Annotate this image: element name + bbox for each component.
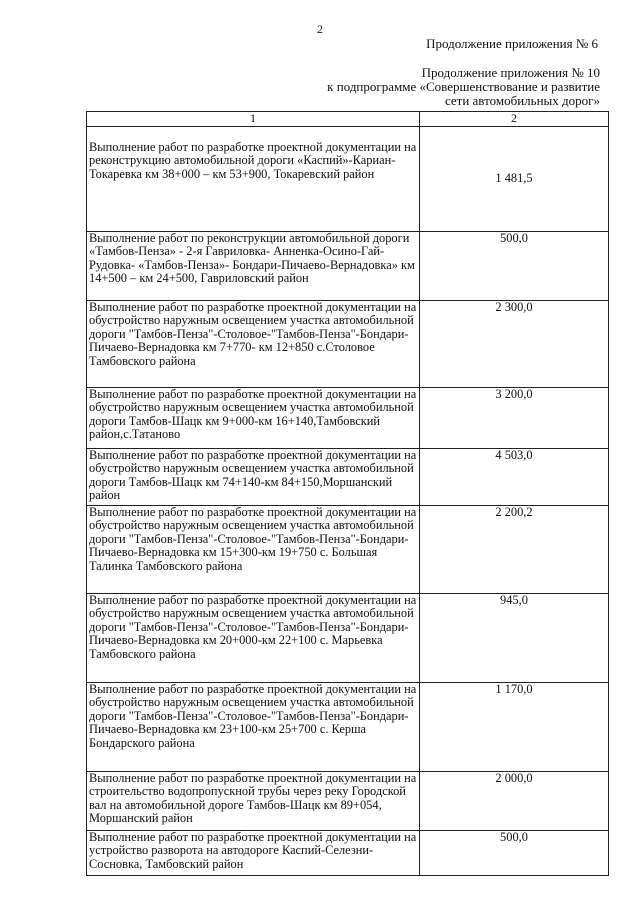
work-description: Выполнение работ по разработке проектной документации на обустройство наружным освещением участка автомобильной дороги "Тамбов-Пенза"-Столовое-"Тамбов-Пенза"-Бондари-Пичаево-Вернадовка км 7+770- км 12+850 с.Столовое Тамбовского района (87, 300, 420, 387)
work-description: Выполнение работ по разработке проектной документации на реконструкцию автомобильной дороги «Каспий»-Кариан-Токаревка км 38+000 – км 53+900, Токаревский район (87, 126, 420, 231)
appendix-header-line3: сети автомобильных дорог» (444, 93, 600, 108)
table-row (87, 300, 609, 387)
work-description: Выполнение работ по реконструкции автомобильной дороги «Тамбов-Пенза» - 2-я Гавриловка- Анненка-Осино-Гай- Рудовка- «Тамбов-Пенза»- Бондари-Пичаево-Вернадовка» км 14+500 – км 24+500, Гавриловский район (87, 231, 420, 300)
table-row (87, 231, 609, 300)
work-description: Выполнение работ по разработке проектной документации на обустройство наружным освещением участка автомобильной дороги "Тамбов-Пенза"-Столовое-"Тамбов-Пенза"-Бондари-Пичаево-Вернадовка км 20+000-км 22+100 с. Марьевка Тамбовского района (87, 593, 420, 682)
work-amount: 1 481,5 (420, 126, 609, 231)
work-description: Выполнение работ по разработке проектной документации на обустройство наружным освещением участка автомобильной дороги "Тамбов-Пенза"-Столовое-"Тамбов-Пенза"-Бондари-Пичаево-Вернадовка км 15+300-км 19+750 с. Большая Талинка Тамбовского района (87, 505, 420, 593)
work-description: Выполнение работ по разработке проектной документации на строительство водопропускной трубы через реку Городской вал на автомобильной дороге Тамбов-Шацк км 89+054, Моршанский район (87, 771, 420, 830)
table-row (87, 593, 609, 682)
table-row (87, 771, 609, 830)
appendix-header (327, 66, 600, 108)
work-amount: 4 503,0 (420, 448, 609, 505)
table-row (87, 448, 609, 505)
appendix-header-line2: к подпрограмме «Совершенствование и развитие (327, 79, 600, 94)
table-row (87, 682, 609, 771)
work-description: Выполнение работ по разработке проектной документации на обустройство наружным освещением участка автомобильной дороги Тамбов-Шацк км 9+000-км 16+140,Тамбовский район,с.Татаново (87, 387, 420, 448)
table-row (87, 387, 609, 448)
work-description: Выполнение работ по разработке проектной документации на обустройство наружным освещением участка автомобильной дороги Тамбов-Шацк км 74+140-км 84+150,Моршанский район (87, 448, 420, 505)
page-number: 2 (317, 22, 323, 36)
work-amount: 3 200,0 (420, 387, 609, 448)
work-amount: 500,0 (420, 231, 609, 300)
continuation-note-appendix-6: Продолжение приложения № 6 (426, 36, 598, 51)
work-amount: 945,0 (420, 593, 609, 682)
work-amount: 1 170,0 (420, 682, 609, 771)
work-amount: 2 200,2 (420, 505, 609, 593)
work-description: Выполнение работ по разработке проектной документации на устройство разворота на автодороге Каспий-Селезни-Сосновка, Тамбовский район (87, 830, 420, 875)
work-amount: 2 300,0 (420, 300, 609, 387)
work-amount: 2 000,0 (420, 771, 609, 830)
column-header-2: 2 (420, 112, 609, 127)
column-header-1: 1 (87, 112, 420, 127)
table-row (87, 126, 609, 231)
works-table (86, 111, 609, 876)
appendix-header-line1: Продолжение приложения № 10 (421, 65, 600, 80)
table-row (87, 505, 609, 593)
table-row (87, 830, 609, 875)
table-header-row (87, 112, 609, 127)
work-amount: 500,0 (420, 830, 609, 875)
work-description: Выполнение работ по разработке проектной документации на обустройство наружным освещением участка автомобильной дороги "Тамбов-Пенза"-Столовое-"Тамбов-Пенза"-Бондари-Пичаево-Вернадовка км 23+100-км 25+700 с. Керша Бондарского района (87, 682, 420, 771)
